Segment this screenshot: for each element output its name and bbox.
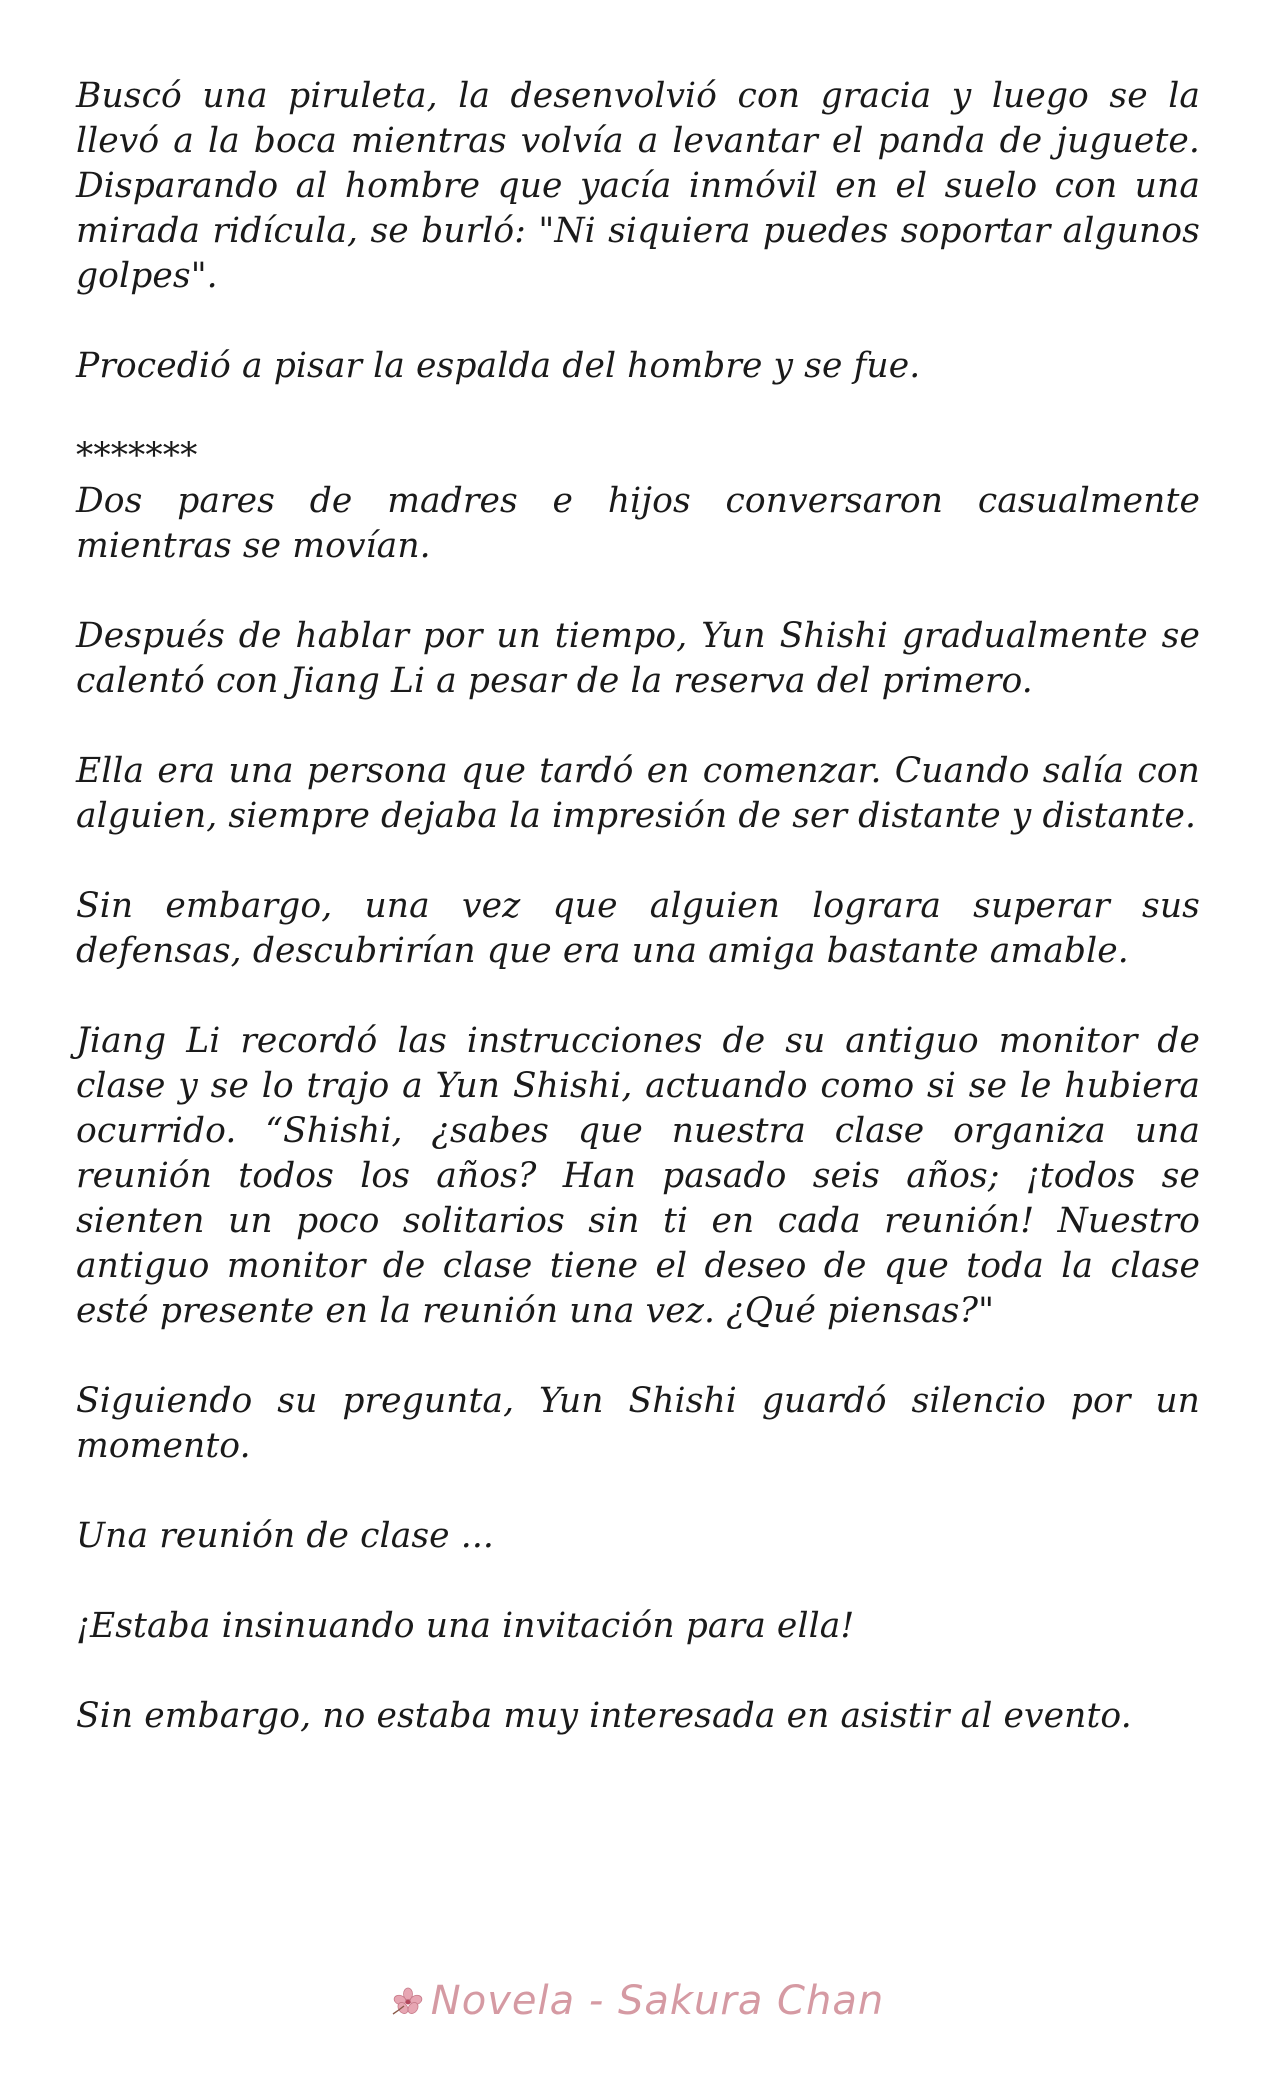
paragraph-2: Procedió a pisar la espalda del hombre y se fue. (76, 346, 921, 386)
paragraph-9: Una reunión de clase ... (76, 1516, 494, 1556)
paragraph-10: ¡Estaba insinuando una invitación para ella! (76, 1606, 855, 1646)
sakura-flower-icon (391, 1986, 425, 2016)
paragraph-6: Sin embargo, una vez que alguien lograra superar sus defensas, descubrirían que era una amiga bastante amable. (76, 886, 1200, 971)
paragraph-8: Siguiendo su pregunta, Yun Shishi guardó silencio por un momento. (76, 1381, 1200, 1466)
watermark (0, 1978, 1275, 2024)
paragraph-5: Ella era una persona que tardó en comenzar. Cuando salía con alguien, siempre dejaba la impresión de ser distante y distante. (76, 751, 1200, 836)
watermark-text: Novela - Sakura Chan (430, 1978, 885, 2024)
paragraph-1: Buscó una piruleta, la desenvolvió con gracia y luego se la llevó a la boca mientras volvía a levantar el panda de juguete. Disparando al hombre que yacía inmóvil en el suelo con una mirada ridícula, se burló: "Ni siquiera puedes soportar algunos golpes". (76, 76, 1200, 296)
paragraph-7: Jiang Li recordó las instrucciones de su antiguo monitor de clase y se lo trajo a Yun Shishi, actuando como si se le hubiera ocurrido. “Shishi, ¿sabes que nuestra clase organiza una reunión todos los años? Han pasado seis años; ¡todos se sienten un poco solitarios sin ti en cada reunión! Nuestro antiguo monitor de clase tiene el deseo de que toda la clase esté presente en la reunión una vez. ¿Qué piensas?" (76, 1021, 1200, 1331)
paragraph-4: Después de hablar por un tiempo, Yun Shishi gradualmente se calentó con Jiang Li a pesar de la reserva del primero. (76, 616, 1200, 701)
scene-separator: ******* (76, 436, 198, 476)
paragraph-3: Dos pares de madres e hijos conversaron casualmente mientras se movían. (76, 481, 1200, 566)
paragraph-11: Sin embargo, no estaba muy interesada en asistir al evento. (76, 1696, 1132, 1736)
document-body (76, 74, 1200, 1739)
